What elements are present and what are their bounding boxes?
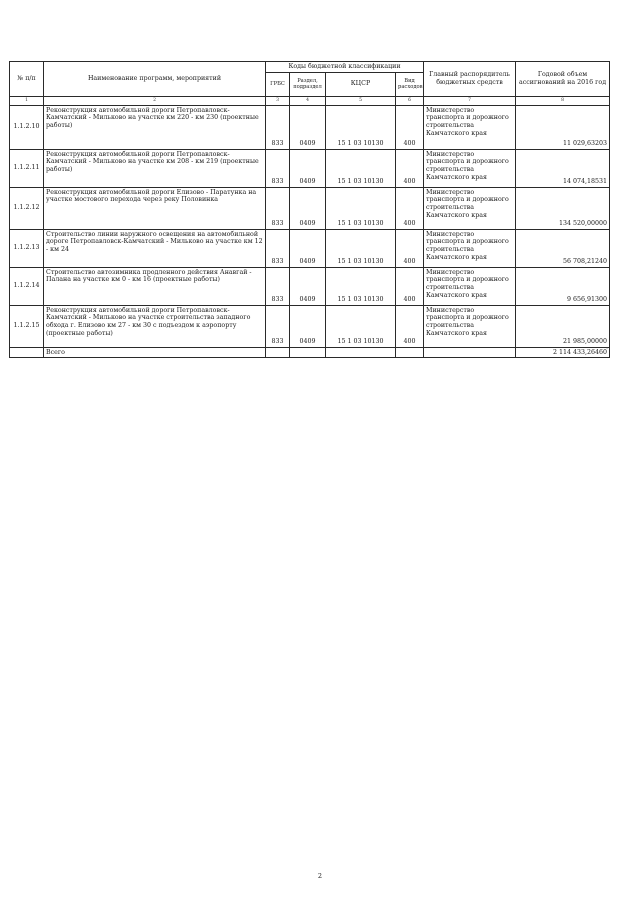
vid-code: 400	[396, 305, 424, 347]
grbs-code: 833	[266, 267, 290, 305]
total-empty-cell	[424, 347, 516, 358]
razdel-code: 0409	[290, 149, 326, 187]
razdel-code: 0409	[290, 105, 326, 149]
vid-code: 400	[396, 187, 424, 229]
col-header-org: Главный распорядитель бюджетных средств	[424, 62, 516, 97]
budget-table	[9, 61, 610, 358]
annual-amount: 9 656,91300	[516, 267, 610, 305]
row-number: 1.1.2.13	[10, 229, 44, 267]
grbs-code: 833	[266, 229, 290, 267]
grbs-code: 833	[266, 305, 290, 347]
total-empty-cell	[290, 347, 326, 358]
razdel-code: 0409	[290, 187, 326, 229]
index-cell: 6	[396, 96, 424, 105]
budget-holder: Министерство транспорта и дорожного строительства Камчатского края	[424, 149, 516, 187]
row-number: 1.1.2.10	[10, 105, 44, 149]
kcsr-code: 15 1 03 10130	[326, 105, 396, 149]
col-header-codes-group: Коды бюджетной классификации	[266, 62, 424, 73]
budget-holder: Министерство транспорта и дорожного строительства Камчатского края	[424, 305, 516, 347]
vid-code: 400	[396, 267, 424, 305]
index-cell: 8	[516, 96, 610, 105]
total-empty-cell	[396, 347, 424, 358]
vid-code: 400	[396, 149, 424, 187]
index-cell: 2	[44, 96, 266, 105]
program-name: Строительство автозимника продленного действия Анавгай - Палана на участке км 0 - км 16 (проектные работы)	[44, 267, 266, 305]
annual-amount: 21 985,00000	[516, 305, 610, 347]
annual-amount: 14 074,18531	[516, 149, 610, 187]
kcsr-code: 15 1 03 10130	[326, 149, 396, 187]
kcsr-code: 15 1 03 10130	[326, 305, 396, 347]
grbs-code: 833	[266, 187, 290, 229]
col-header-kcsr: КЦСР	[326, 72, 396, 96]
col-header-grbs: ГРБС	[266, 72, 290, 96]
row-number: 1.1.2.14	[10, 267, 44, 305]
table-row	[10, 229, 610, 267]
vid-code: 400	[396, 229, 424, 267]
annual-amount: 134 520,00000	[516, 187, 610, 229]
index-cell: 4	[290, 96, 326, 105]
page-number: 2	[317, 872, 323, 880]
annual-amount: 11 029,63203	[516, 105, 610, 149]
index-cell: 3	[266, 96, 290, 105]
total-empty-cell	[10, 347, 44, 358]
annual-amount: 56 708,21240	[516, 229, 610, 267]
program-name: Строительство линии наружного освещения на автомобильной дороге Петропавловск-Камчатский - Мильково на участке км 12 - км 24	[44, 229, 266, 267]
budget-holder: Министерство транспорта и дорожного строительства Камчатского края	[424, 105, 516, 149]
col-header-amount: Годовой объем ассигнований на 2016 год	[516, 62, 610, 97]
total-label: Всего	[44, 347, 266, 358]
razdel-code: 0409	[290, 305, 326, 347]
table-row	[10, 149, 610, 187]
index-cell: 1	[10, 96, 44, 105]
kcsr-code: 15 1 03 10130	[326, 267, 396, 305]
grbs-code: 833	[266, 149, 290, 187]
row-number: 1.1.2.15	[10, 305, 44, 347]
col-header-name: Наименование программ, мероприятий	[44, 62, 266, 97]
vid-code: 400	[396, 105, 424, 149]
table-row	[10, 305, 610, 347]
razdel-code: 0409	[290, 229, 326, 267]
grbs-code: 833	[266, 105, 290, 149]
program-name: Реконструкция автомобильной дороги Петропавловск-Камчатский - Мильково на участке км 220 - км 230 (проектные работы)	[44, 105, 266, 149]
program-name: Реконструкция автомобильной дороги Петропавловск-Камчатский - Мильково на участке строительства западного обхода г. Елизово км 27 - км 30 с подъездом к аэропорту (проектные работы)	[44, 305, 266, 347]
index-cell: 7	[424, 96, 516, 105]
index-cell: 5	[326, 96, 396, 105]
row-number: 1.1.2.11	[10, 149, 44, 187]
total-amount: 2 114 433,26460	[516, 347, 610, 358]
kcsr-code: 15 1 03 10130	[326, 229, 396, 267]
row-number: 1.1.2.12	[10, 187, 44, 229]
budget-holder: Министерство транспорта и дорожного строительства Камчатского края	[424, 267, 516, 305]
budget-holder: Министерство транспорта и дорожного строительства Камчатского края	[424, 187, 516, 229]
table-row	[10, 267, 610, 305]
kcsr-code: 15 1 03 10130	[326, 187, 396, 229]
row-end-mark: ».	[606, 345, 610, 350]
program-name: Реконструкция автомобильной дороги Петропавловск-Камчатский - Мильково на участке км 208 - км 219 (проектные работы)	[44, 149, 266, 187]
total-empty-cell	[266, 347, 290, 358]
col-header-razdel: Раздел, подраздел	[290, 72, 326, 96]
program-name: Реконструкция автомобильной дороги Елизово - Паратунка на участке мостового перехода через реку Половинка	[44, 187, 266, 229]
col-header-vid: Вид расходов	[396, 72, 424, 96]
col-header-num: № п/п	[10, 62, 44, 97]
budget-holder: Министерство транспорта и дорожного строительства Камчатского края	[424, 229, 516, 267]
total-empty-cell	[326, 347, 396, 358]
razdel-code: 0409	[290, 267, 326, 305]
table-row	[10, 105, 610, 149]
table-row	[10, 187, 610, 229]
total-row	[10, 347, 610, 358]
